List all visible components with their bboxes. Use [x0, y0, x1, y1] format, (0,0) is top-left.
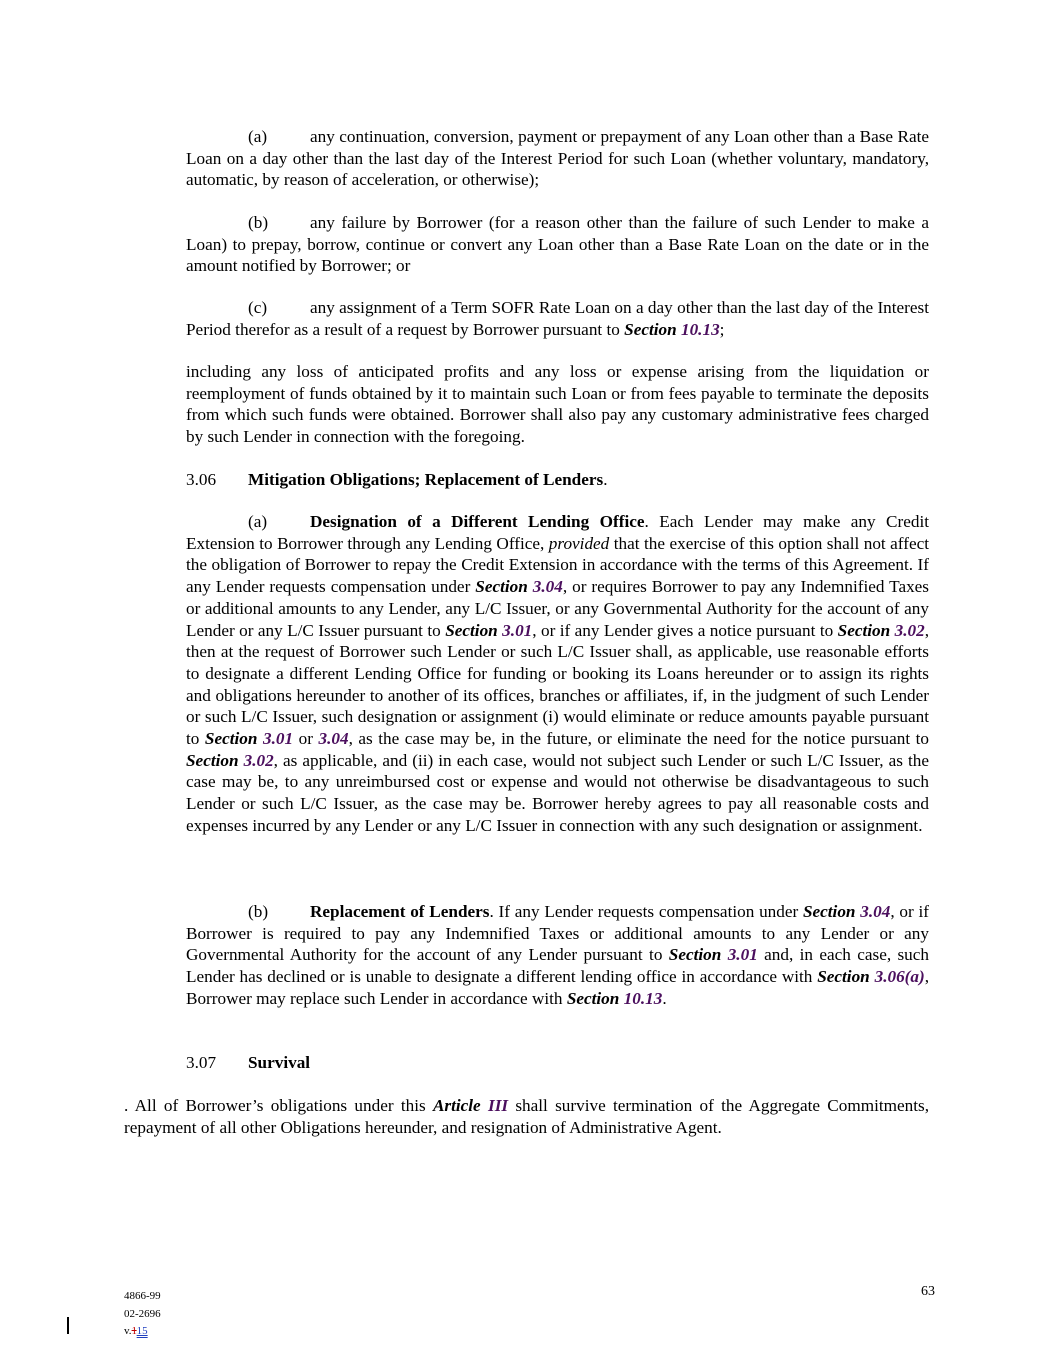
paragraph-a	[186, 126, 929, 191]
paragraph-label: (a)	[248, 512, 268, 531]
section-reference: Section 3.01	[668, 945, 758, 965]
section-reference: Section 10.13	[566, 988, 663, 1008]
section-heading-3-07	[186, 1052, 310, 1074]
section-reference: Section 3.06(a)	[817, 967, 925, 987]
paragraph-c: (c) any assignment of a Term SOFR Rate Loan on a day other than the last day of the Interest Period therefor as a result of a request by Borrower pursuant to Section 10.13;	[186, 298, 929, 339]
paragraph-text: any assignment of a Term SOFR Rate Loan on a day other than the last day of the Interest Period therefor as a result of a request by Borrower pursuant to	[186, 298, 929, 339]
section-reference: Section 3.01	[445, 620, 533, 640]
subsection-title: Designation of a Different Lending Office	[310, 512, 645, 531]
subsection-title: Replacement of Lenders	[310, 902, 490, 921]
section-title: Mitigation Obligations; Replacement of Lenders	[248, 470, 604, 489]
paragraph-3-06-a: (a) Designation of a Different Lending Office. Each Lender may make any Credit Extension to Borrower through any Lending Office, provided that the exercise of this option shall not affect the obligation of Borrower to repay the Credit Extension in accordance with the terms of this Agreement. If any Lender requests compensation under Section 3.04, or requires Borrower to pay any Indemnified Taxes or additional amounts to any Lender, any L/C Issuer, or any Governmental Authority for the account of any Lender or any L/C Issuer pursuant to Section 3.01, or if any Lender gives a notice pursuant to Section 3.02, then at the request of Borrower such Lender or such L/C Issuer shall, as applicable, use reasonable efforts to designate a different Lending Office for funding or booking its Loans hereunder or to assign its rights and obligations hereunder to another of its offices, branches or affiliates, if, in the judgment of such Lender or such L/C Issuer, such designation or assignment (i) would eliminate or reduce amounts payable pursuant to Section 3.01 or 3.04, as the case may be, in the future, or eliminate the need for the notice pursuant to Section 3.02, as applicable, and (ii) in each case, would not subject such Lender or such L/C Issuer, as the case may be, to any unreimbursed cost or expense and would not otherwise be disadvantageous to such Lender or such L/C Issuer, as the case may be. Borrower hereby agrees to pay all reasonable costs and expenses incurred by any Lender or any L/C Issuer in connection with any such designation or assignment.	[186, 512, 930, 835]
section-reference: Section 3.01	[204, 729, 294, 749]
revision-change-bar	[67, 1317, 69, 1334]
paragraph-label: (b)	[248, 902, 269, 921]
section-number: 3.07	[186, 1053, 217, 1072]
doc-id-line-1: 4866-99	[124, 1290, 161, 1302]
section-reference: Section 3.02	[186, 750, 274, 770]
section-reference: Section 3.02	[837, 620, 925, 640]
paragraph-label: (a)	[248, 127, 268, 146]
document-id-footer	[124, 1288, 161, 1341]
paragraph-text: any continuation, conversion, payment or prepayment of any Loan other than a Base Rate Loan on a day other than the last day of the Interest Period for such Loan (whether voluntary, mandatory, automatic, by reason of acceleration, or otherwise);	[186, 127, 929, 190]
paragraph-label: (b)	[248, 213, 269, 232]
inserted-version: 15	[136, 1325, 148, 1337]
doc-id-line-2: 02-2696	[124, 1307, 161, 1320]
section-reference: 3.04	[318, 729, 349, 749]
page-number: 63	[921, 1284, 935, 1299]
section-reference: Section 3.04	[802, 902, 891, 921]
paragraph-text: any failure by Borrower (for a reason other than the failure of such Lender to make a Loan) to prepay, borrow, continue or convert any Loan other than a Base Rate Loan on the date or in the amount notified by Borrower; or	[186, 213, 929, 276]
paragraph-b	[186, 212, 929, 277]
deleted-version: 1	[131, 1325, 137, 1337]
paragraph-text: including any loss of anticipated profits and any loss or expense arising from the liquidation or reemployment of funds obtained by it to maintain such Loan or from fees payable to terminate the deposits from which such funds were obtained. Borrower shall also pay any customary administrative fees charged by such Lender in connection with the foregoing.	[186, 362, 929, 447]
paragraph-3-06-b: (b) Replacement of Lenders. If any Lender requests compensation under Section 3.04, or if Borrower is required to pay any Indemnified Taxes or additional amounts to any Lender or any Governmental Authority for the account of any Lender pursuant to Section 3.01 and, in each case, such Lender has declined or is unable to designate a different lending office in accordance with Section 3.06(a), Borrower may replace such Lender in accordance with Section 10.13.	[186, 902, 930, 1008]
article-reference: Article III	[432, 1096, 509, 1115]
section-number: 3.06	[186, 470, 217, 489]
provided-emphasis: provided	[548, 533, 610, 553]
paragraph-survival: . All of Borrower’s obligations under this Article III shall survive termination of the Aggregate Commitments, repayment of all other Obligations hereunder, and resignation of Administrative Agent.	[124, 1096, 930, 1137]
paragraph-including	[186, 361, 929, 448]
section-reference: Section 3.04	[475, 577, 563, 597]
section-title: Survival	[248, 1053, 311, 1072]
section-heading-3-06: 3.06 Mitigation Obligations; Replacement of Lenders.	[186, 470, 608, 489]
paragraph-label: (c)	[248, 298, 268, 317]
version-line: v.115	[124, 1325, 148, 1337]
section-reference: Section 10.13	[624, 319, 720, 339]
